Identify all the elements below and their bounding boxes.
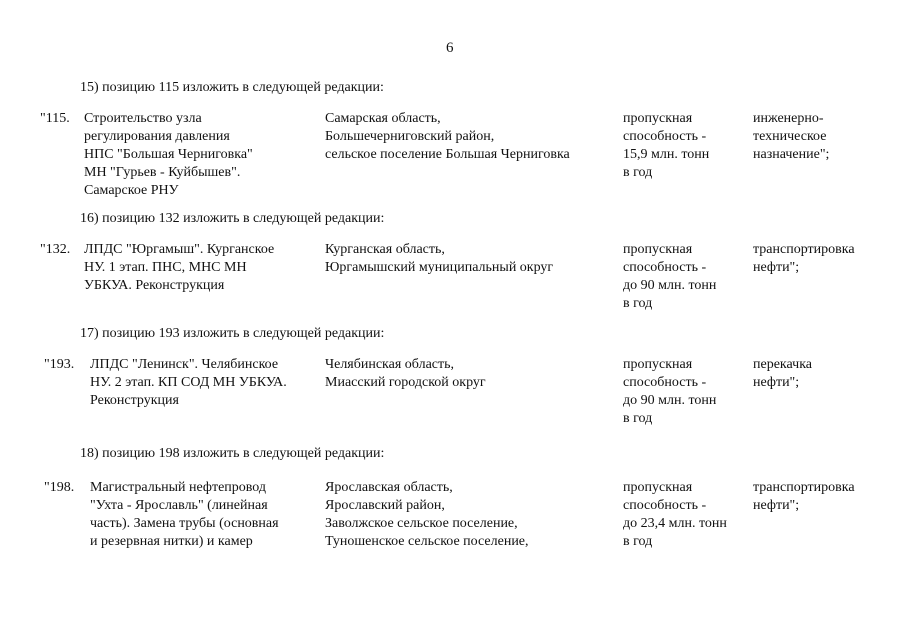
- object-name-line: НУ. 2 этап. КП СОД МН УБКУА.: [90, 375, 287, 390]
- position-number: "132.: [40, 242, 71, 257]
- location-line: Самарская область,: [325, 111, 441, 126]
- object-capacity: [623, 241, 716, 313]
- capacity-line: в год: [623, 411, 653, 426]
- object-name-line: УБКУА. Реконструкция: [84, 278, 225, 293]
- purpose-line: нефти";: [753, 498, 800, 513]
- capacity-line: в год: [623, 296, 653, 311]
- purpose-line: инженерно-: [753, 111, 824, 126]
- location-line: сельское поселение Большая Черниговка: [325, 147, 570, 162]
- purpose-line: техническое: [753, 129, 827, 144]
- object-name-line: ЛПДС "Юргамыш". Курганское: [84, 242, 275, 257]
- object-name-line: НПС "Большая Черниговка": [84, 147, 253, 162]
- object-capacity: [623, 356, 716, 428]
- capacity-line: способность -: [623, 129, 707, 144]
- instruction-15: 15) позицию 115 изложить в следующей редакции:: [80, 80, 384, 95]
- object-name-line: Строительство узла: [84, 111, 202, 126]
- object-purpose: [753, 241, 855, 277]
- location-line: Юргамышский муниципальный округ: [325, 260, 554, 275]
- capacity-line: до 90 млн. тонн: [623, 393, 717, 408]
- object-location: [325, 110, 570, 164]
- capacity-line: в год: [623, 534, 653, 549]
- location-line: Заволжское сельское поселение,: [325, 516, 518, 531]
- location-line: Туношенское сельское поселение,: [325, 534, 529, 549]
- object-name-line: Реконструкция: [90, 393, 179, 408]
- position-number: "115.: [40, 111, 70, 126]
- object-purpose: [753, 479, 855, 515]
- instruction-17: 17) позицию 193 изложить в следующей редакции:: [80, 326, 385, 341]
- capacity-line: пропускная: [623, 357, 693, 372]
- instruction-18: 18) позицию 198 изложить в следующей редакции:: [80, 446, 385, 461]
- capacity-line: способность -: [623, 375, 707, 390]
- capacity-line: пропускная: [623, 480, 693, 495]
- purpose-line: назначение";: [753, 147, 830, 162]
- page-number: 6: [446, 40, 454, 56]
- object-name: [90, 356, 287, 410]
- capacity-line: пропускная: [623, 242, 693, 257]
- capacity-line: 15,9 млн. тонн: [623, 147, 710, 162]
- capacity-line: в год: [623, 165, 653, 180]
- capacity-line: до 23,4 млн. тонн: [623, 516, 727, 531]
- object-name-line: Магистральный нефтепровод: [90, 480, 267, 495]
- object-name-line: НУ. 1 этап. ПНС, МНС МН: [84, 260, 247, 275]
- object-name: [84, 241, 274, 295]
- object-name-line: "Ухта - Ярославль" (линейная: [90, 498, 268, 513]
- object-capacity: [623, 110, 709, 182]
- purpose-line: транспортировка: [753, 480, 855, 495]
- purpose-line: нефти";: [753, 375, 800, 390]
- object-location: [325, 356, 486, 392]
- object-purpose: [753, 356, 812, 392]
- purpose-line: нефти";: [753, 260, 800, 275]
- object-purpose: [753, 110, 829, 164]
- position-number: "198.: [44, 480, 75, 495]
- object-name: [84, 110, 253, 200]
- object-name-line: ЛПДС "Ленинск". Челябинское: [90, 357, 279, 372]
- capacity-line: способность -: [623, 260, 707, 275]
- instruction-16: 16) позицию 132 изложить в следующей редакции:: [80, 211, 385, 226]
- location-line: Челябинская область,: [325, 357, 454, 372]
- capacity-line: способность -: [623, 498, 707, 513]
- location-line: Миасский городской округ: [325, 375, 486, 390]
- object-name-line: и резервная нитки) и камер: [90, 534, 253, 549]
- location-line: Ярославская область,: [325, 480, 453, 495]
- object-capacity: [623, 479, 727, 551]
- position-number: "193.: [44, 357, 75, 372]
- purpose-line: транспортировка: [753, 242, 855, 257]
- location-line: Курганская область,: [325, 242, 445, 257]
- location-line: Большечерниговский район,: [325, 129, 495, 144]
- location-line: Ярославский район,: [325, 498, 445, 513]
- object-name-line: Самарское РНУ: [84, 183, 179, 198]
- capacity-line: пропускная: [623, 111, 693, 126]
- object-location: [325, 479, 529, 551]
- object-name-line: регулирования давления: [84, 129, 230, 144]
- object-location: [325, 241, 553, 277]
- object-name: [90, 479, 279, 551]
- object-name-line: часть). Замена трубы (основная: [90, 516, 279, 531]
- object-name-line: МН "Гурьев - Куйбышев".: [84, 165, 241, 180]
- capacity-line: до 90 млн. тонн: [623, 278, 717, 293]
- purpose-line: перекачка: [753, 357, 813, 372]
